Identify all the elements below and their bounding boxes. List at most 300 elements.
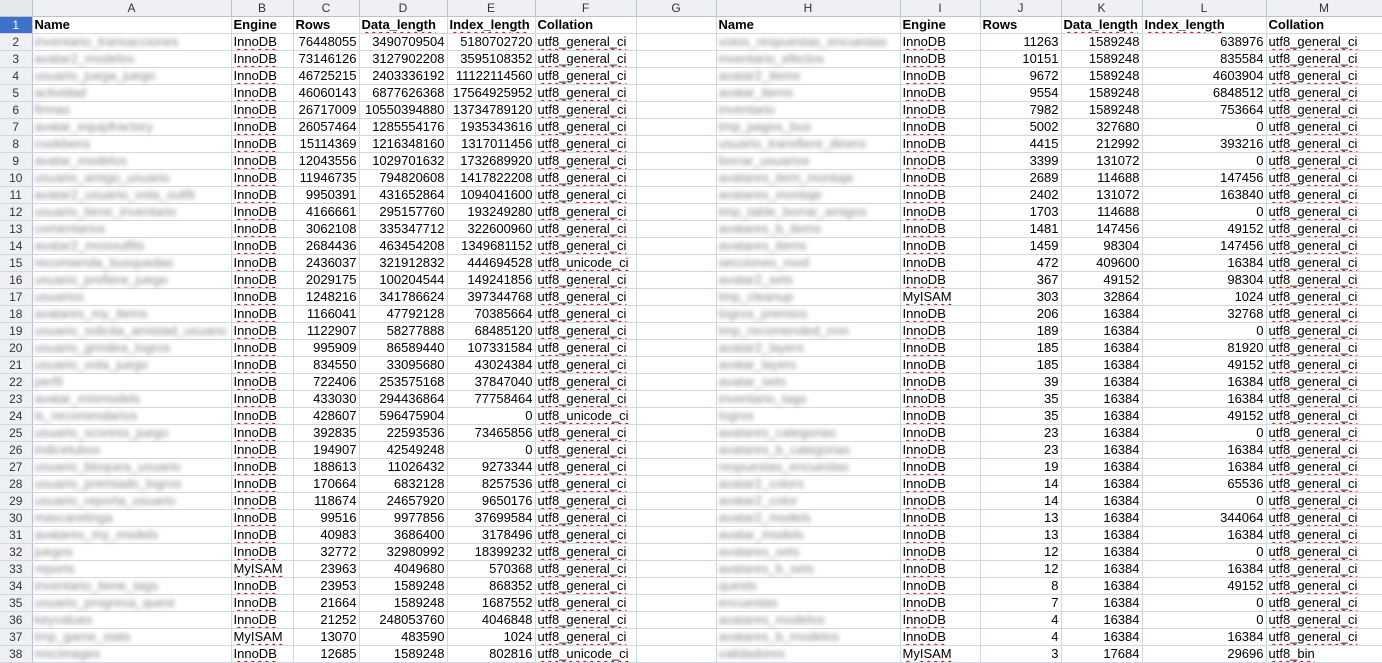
cell[interactable]: tmp_recomended_nnn <box>716 323 900 340</box>
cell[interactable]: 638976 <box>1142 34 1266 51</box>
cell[interactable]: utf8_general_ci <box>535 442 636 459</box>
cell[interactable]: usuario_amigo_usuario <box>32 170 231 187</box>
cell[interactable]: 367 <box>980 272 1061 289</box>
column-header-c[interactable]: C <box>293 0 359 17</box>
header-cell[interactable]: Collation <box>535 17 636 34</box>
cell[interactable]: 23963 <box>293 561 359 578</box>
cell[interactable]: 295157760 <box>359 204 447 221</box>
cell[interactable]: 6848512 <box>1142 85 1266 102</box>
empty-cell[interactable] <box>636 255 716 272</box>
cell[interactable]: utf8_general_ci <box>535 170 636 187</box>
row-header[interactable]: 14 <box>0 238 32 255</box>
cell[interactable]: 12 <box>980 544 1061 561</box>
cell[interactable]: 16384 <box>1142 629 1266 646</box>
cell[interactable]: 16384 <box>1061 629 1142 646</box>
empty-cell[interactable] <box>636 204 716 221</box>
cell[interactable]: 46060143 <box>293 85 359 102</box>
cell[interactable]: InnoDB <box>231 204 293 221</box>
cell[interactable]: InnoDB <box>231 612 293 629</box>
cell[interactable]: 722406 <box>293 374 359 391</box>
cell[interactable]: 3 <box>980 646 1061 663</box>
cell[interactable]: 344064 <box>1142 510 1266 527</box>
cell[interactable]: utf8_general_ci <box>1266 51 1382 68</box>
cell[interactable]: 206 <box>980 306 1061 323</box>
column-header-i[interactable]: I <box>900 0 980 17</box>
cell[interactable]: 11026432 <box>359 459 447 476</box>
cell[interactable]: 49152 <box>1142 221 1266 238</box>
cell[interactable]: utf8_general_ci <box>1266 119 1382 136</box>
cell[interactable]: avatares_item_montaje <box>716 170 900 187</box>
cell[interactable]: 335347712 <box>359 221 447 238</box>
cell[interactable]: 185 <box>980 357 1061 374</box>
row-header[interactable]: 3 <box>0 51 32 68</box>
cell[interactable]: 393216 <box>1142 136 1266 153</box>
cell[interactable]: 2029175 <box>293 272 359 289</box>
cell[interactable]: InnoDB <box>900 102 980 119</box>
header-cell[interactable]: Data_length <box>359 17 447 34</box>
cell[interactable]: avatares_my_models <box>32 527 231 544</box>
header-cell[interactable]: Name <box>716 17 900 34</box>
cell[interactable]: InnoDB <box>900 204 980 221</box>
cell[interactable]: InnoDB <box>900 85 980 102</box>
cell[interactable]: InnoDB <box>231 408 293 425</box>
cell[interactable]: InnoDB <box>231 170 293 187</box>
cell[interactable]: 114688 <box>1061 204 1142 221</box>
row-header[interactable]: 21 <box>0 357 32 374</box>
cell[interactable]: 0 <box>1142 323 1266 340</box>
row-header[interactable]: 7 <box>0 119 32 136</box>
cell[interactable]: 9977856 <box>359 510 447 527</box>
cell[interactable]: 11263 <box>980 34 1061 51</box>
empty-cell[interactable] <box>636 612 716 629</box>
cell[interactable]: 4 <box>980 612 1061 629</box>
cell[interactable]: comentarios <box>32 221 231 238</box>
cell[interactable]: utf8_unicode_ci <box>535 408 636 425</box>
cell[interactable]: 49152 <box>1061 272 1142 289</box>
empty-cell[interactable] <box>636 374 716 391</box>
cell[interactable]: avatar_modelos <box>32 153 231 170</box>
cell[interactable]: 4166661 <box>293 204 359 221</box>
cell[interactable]: InnoDB <box>900 595 980 612</box>
row-header[interactable]: 26 <box>0 442 32 459</box>
empty-cell[interactable] <box>636 153 716 170</box>
cell[interactable]: InnoDB <box>900 255 980 272</box>
empty-cell[interactable] <box>636 85 716 102</box>
cell[interactable]: utf8_general_ci <box>535 238 636 255</box>
cell[interactable]: avatar_models <box>716 527 900 544</box>
cell[interactable]: utf8_general_ci <box>535 204 636 221</box>
cell[interactable]: inventario_tiene_tags <box>32 578 231 595</box>
cell[interactable]: 16384 <box>1142 459 1266 476</box>
cell[interactable]: 13 <box>980 527 1061 544</box>
cell[interactable]: 32980992 <box>359 544 447 561</box>
empty-cell[interactable] <box>636 561 716 578</box>
empty-cell[interactable] <box>636 119 716 136</box>
cell[interactable]: utf8_general_ci <box>1266 102 1382 119</box>
cell[interactable]: 1589248 <box>1061 102 1142 119</box>
cell[interactable]: 14 <box>980 493 1061 510</box>
column-header-l[interactable]: L <box>1142 0 1266 17</box>
cell[interactable]: avatar_layers <box>716 357 900 374</box>
cell[interactable]: InnoDB <box>900 340 980 357</box>
cell[interactable]: 26057464 <box>293 119 359 136</box>
cell[interactable]: InnoDB <box>231 442 293 459</box>
cell[interactable]: 107331584 <box>447 340 535 357</box>
cell[interactable]: 17684 <box>1061 646 1142 663</box>
cell[interactable]: 149241856 <box>447 272 535 289</box>
cell[interactable]: utf8_general_ci <box>1266 391 1382 408</box>
cell[interactable]: 16384 <box>1061 578 1142 595</box>
cell[interactable]: utf8_general_ci <box>1266 578 1382 595</box>
cell[interactable]: utf8_general_ci <box>535 629 636 646</box>
cell[interactable]: InnoDB <box>231 34 293 51</box>
cell[interactable]: 24657920 <box>359 493 447 510</box>
cell[interactable]: InnoDB <box>900 68 980 85</box>
cell[interactable]: 802816 <box>447 646 535 663</box>
row-header[interactable]: 1 <box>0 17 32 34</box>
cell[interactable]: avatar2_usuario_vota_outfit <box>32 187 231 204</box>
cell[interactable]: 1417822208 <box>447 170 535 187</box>
row-header[interactable]: 13 <box>0 221 32 238</box>
row-header[interactable]: 4 <box>0 68 32 85</box>
cell[interactable]: usuario_tiene_inventario <box>32 204 231 221</box>
cell[interactable]: 58277888 <box>359 323 447 340</box>
cell[interactable]: 16384 <box>1061 476 1142 493</box>
row-header[interactable]: 25 <box>0 425 32 442</box>
cell[interactable]: 409600 <box>1061 255 1142 272</box>
cell[interactable]: 47792128 <box>359 306 447 323</box>
cell[interactable]: 29696 <box>1142 646 1266 663</box>
cell[interactable]: 0 <box>1142 204 1266 221</box>
empty-cell[interactable] <box>636 391 716 408</box>
cell[interactable]: InnoDB <box>231 153 293 170</box>
cell[interactable]: 3399 <box>980 153 1061 170</box>
cell[interactable]: 18399232 <box>447 544 535 561</box>
cell[interactable]: 0 <box>1142 425 1266 442</box>
cell[interactable]: 868352 <box>447 578 535 595</box>
cell[interactable]: 21664 <box>293 595 359 612</box>
column-header-k[interactable]: K <box>1061 0 1142 17</box>
cell[interactable]: usuario_reporta_usuario <box>32 493 231 510</box>
cell[interactable]: utf8_general_ci <box>1266 238 1382 255</box>
cell[interactable]: avatar2_models <box>716 510 900 527</box>
cell[interactable]: InnoDB <box>900 476 980 493</box>
cell[interactable]: avatar_items <box>716 85 900 102</box>
row-header[interactable]: 5 <box>0 85 32 102</box>
empty-cell[interactable] <box>636 340 716 357</box>
cell[interactable]: 428607 <box>293 408 359 425</box>
cell[interactable]: utf8_general_ci <box>1266 459 1382 476</box>
cell[interactable]: InnoDB <box>900 221 980 238</box>
select-all-corner[interactable] <box>0 0 32 17</box>
cell[interactable]: InnoDB <box>231 136 293 153</box>
cell[interactable]: utf8_general_ci <box>535 85 636 102</box>
cell[interactable]: InnoDB <box>900 51 980 68</box>
cell[interactable]: utf8_general_ci <box>535 561 636 578</box>
cell[interactable]: 19 <box>980 459 1061 476</box>
cell[interactable]: 1589248 <box>359 646 447 663</box>
row-header[interactable]: 2 <box>0 34 32 51</box>
cell[interactable]: InnoDB <box>900 306 980 323</box>
empty-cell[interactable] <box>636 306 716 323</box>
cell[interactable]: InnoDB <box>231 68 293 85</box>
cell[interactable]: reports <box>32 561 231 578</box>
cell[interactable]: 1589248 <box>359 578 447 595</box>
cell[interactable]: InnoDB <box>231 221 293 238</box>
cell[interactable]: 189 <box>980 323 1061 340</box>
cell[interactable]: InnoDB <box>231 238 293 255</box>
empty-cell[interactable] <box>636 272 716 289</box>
cell[interactable]: 392835 <box>293 425 359 442</box>
cell[interactable]: 4049680 <box>359 561 447 578</box>
cell[interactable]: avatares_sets <box>716 544 900 561</box>
cell[interactable]: usuario_vota_juego <box>32 357 231 374</box>
cell[interactable]: 16384 <box>1061 357 1142 374</box>
cell[interactable]: InnoDB <box>231 646 293 663</box>
cell[interactable]: 10550394880 <box>359 102 447 119</box>
cell[interactable]: utf8_general_ci <box>1266 527 1382 544</box>
cell[interactable]: utf8_unicode_ci <box>535 646 636 663</box>
cell[interactable]: 23 <box>980 442 1061 459</box>
cell[interactable]: avatar2_color <box>716 493 900 510</box>
cell[interactable]: 2436037 <box>293 255 359 272</box>
cell[interactable]: utf8_general_ci <box>1266 561 1382 578</box>
cell[interactable]: utf8_general_ci <box>1266 289 1382 306</box>
cell[interactable]: InnoDB <box>231 187 293 204</box>
cell[interactable]: 1459 <box>980 238 1061 255</box>
cell[interactable]: utf8_general_ci <box>535 357 636 374</box>
cell[interactable]: 35 <box>980 391 1061 408</box>
empty-cell[interactable] <box>636 68 716 85</box>
cell[interactable]: 835584 <box>1142 51 1266 68</box>
header-cell[interactable]: Index_length <box>1142 17 1266 34</box>
cell[interactable]: avatares_b_sets <box>716 561 900 578</box>
cell[interactable]: 303 <box>980 289 1061 306</box>
cell[interactable]: 11946735 <box>293 170 359 187</box>
cell[interactable]: avatar2_modelos <box>32 51 231 68</box>
cell[interactable]: InnoDB <box>231 578 293 595</box>
cell[interactable]: logros <box>716 408 900 425</box>
cell[interactable]: 16384 <box>1061 595 1142 612</box>
cell[interactable]: secciones_mod <box>716 255 900 272</box>
cell[interactable]: utf8_general_ci <box>1266 595 1382 612</box>
empty-cell[interactable] <box>636 102 716 119</box>
cell[interactable]: 147456 <box>1061 221 1142 238</box>
cell[interactable]: avatar_equipfractory <box>32 119 231 136</box>
cell[interactable]: MyISAM <box>231 561 293 578</box>
cell[interactable]: InnoDB <box>231 51 293 68</box>
cell[interactable]: InnoDB <box>900 493 980 510</box>
cell[interactable]: 188613 <box>293 459 359 476</box>
cell[interactable]: InnoDB <box>231 544 293 561</box>
column-header-e[interactable]: E <box>447 0 535 17</box>
cell[interactable]: encuestas <box>716 595 900 612</box>
cell[interactable]: utf8_general_ci <box>535 34 636 51</box>
empty-cell[interactable] <box>636 289 716 306</box>
cell[interactable]: InnoDB <box>900 34 980 51</box>
cell[interactable]: 483590 <box>359 629 447 646</box>
row-header[interactable]: 8 <box>0 136 32 153</box>
cell[interactable]: InnoDB <box>900 459 980 476</box>
column-header-b[interactable]: B <box>231 0 293 17</box>
cell[interactable]: 100204544 <box>359 272 447 289</box>
cell[interactable]: logros_premios <box>716 306 900 323</box>
cell[interactable]: 12685 <box>293 646 359 663</box>
column-header-g[interactable]: G <box>636 0 716 17</box>
cell[interactable]: InnoDB <box>231 85 293 102</box>
empty-cell[interactable] <box>636 595 716 612</box>
column-header-a[interactable]: A <box>32 0 231 17</box>
cell[interactable]: 16384 <box>1061 408 1142 425</box>
cell[interactable]: 0 <box>447 442 535 459</box>
empty-cell[interactable] <box>636 17 716 34</box>
cell[interactable]: 0 <box>1142 544 1266 561</box>
cell[interactable]: 16384 <box>1142 442 1266 459</box>
cell[interactable]: InnoDB <box>900 187 980 204</box>
cell[interactable]: 16384 <box>1061 323 1142 340</box>
cell[interactable]: 9672 <box>980 68 1061 85</box>
cell[interactable]: InnoDB <box>231 119 293 136</box>
row-header[interactable]: 24 <box>0 408 32 425</box>
cell[interactable]: InnoDB <box>231 340 293 357</box>
cell[interactable]: InnoDB <box>231 459 293 476</box>
cell[interactable]: inventario_efectos <box>716 51 900 68</box>
header-cell[interactable]: Rows <box>293 17 359 34</box>
cell[interactable]: 16384 <box>1142 374 1266 391</box>
cell[interactable]: utf8_general_ci <box>535 544 636 561</box>
cell[interactable]: 16384 <box>1061 510 1142 527</box>
row-header[interactable]: 17 <box>0 289 32 306</box>
header-cell[interactable]: Index_length <box>447 17 535 34</box>
cell[interactable]: 1317011456 <box>447 136 535 153</box>
cell[interactable]: 16384 <box>1061 306 1142 323</box>
row-header[interactable]: 16 <box>0 272 32 289</box>
cell[interactable]: usuario_prefiere_juego <box>32 272 231 289</box>
cell[interactable]: utf8_general_ci <box>535 221 636 238</box>
empty-cell[interactable] <box>636 459 716 476</box>
empty-cell[interactable] <box>636 493 716 510</box>
cell[interactable]: utf8_general_ci <box>535 136 636 153</box>
cell[interactable]: 73146126 <box>293 51 359 68</box>
cell[interactable]: 321912832 <box>359 255 447 272</box>
cell[interactable]: 13 <box>980 510 1061 527</box>
cell[interactable]: 16384 <box>1061 561 1142 578</box>
cell[interactable]: 4603904 <box>1142 68 1266 85</box>
cell[interactable]: tmp_cleanup <box>716 289 900 306</box>
cell[interactable]: 16384 <box>1061 544 1142 561</box>
cell[interactable]: 16384 <box>1142 255 1266 272</box>
empty-cell[interactable] <box>636 221 716 238</box>
cell[interactable]: 1248216 <box>293 289 359 306</box>
cell[interactable]: inventario_tags <box>716 391 900 408</box>
cell[interactable]: InnoDB <box>231 510 293 527</box>
cell[interactable]: InnoDB <box>231 289 293 306</box>
cell[interactable]: 1349681152 <box>447 238 535 255</box>
cell[interactable]: 596475904 <box>359 408 447 425</box>
cell[interactable]: perfil <box>32 374 231 391</box>
cell[interactable]: avatar2_layers <box>716 340 900 357</box>
cell[interactable]: utf8_general_ci <box>1266 357 1382 374</box>
cell[interactable]: InnoDB <box>900 272 980 289</box>
cell[interactable]: 77758464 <box>447 391 535 408</box>
cell[interactable]: 23953 <box>293 578 359 595</box>
cell[interactable]: 6832128 <box>359 476 447 493</box>
cell[interactable]: avatares_b_categorias <box>716 442 900 459</box>
cell[interactable]: InnoDB <box>231 255 293 272</box>
cell[interactable]: avatar_sets <box>716 374 900 391</box>
cell[interactable]: 131072 <box>1061 153 1142 170</box>
empty-cell[interactable] <box>636 425 716 442</box>
cell[interactable]: 1589248 <box>1061 51 1142 68</box>
cell[interactable]: 147456 <box>1142 238 1266 255</box>
cell[interactable]: usuario_premiado_logros <box>32 476 231 493</box>
cell[interactable]: inventario <box>716 102 900 119</box>
row-header[interactable]: 37 <box>0 629 32 646</box>
cell[interactable]: 43024384 <box>447 357 535 374</box>
column-header-f[interactable]: F <box>535 0 636 17</box>
cell[interactable]: InnoDB <box>900 374 980 391</box>
cell[interactable]: avatares_montaje <box>716 187 900 204</box>
cell[interactable]: 49152 <box>1142 578 1266 595</box>
cell[interactable]: utf8_general_ci <box>535 578 636 595</box>
cell[interactable]: 0 <box>1142 493 1266 510</box>
cell[interactable]: InnoDB <box>900 391 980 408</box>
row-header[interactable]: 20 <box>0 340 32 357</box>
cell[interactable]: 11122114560 <box>447 68 535 85</box>
cell[interactable]: 341786624 <box>359 289 447 306</box>
header-cell[interactable]: Engine <box>231 17 293 34</box>
cell[interactable]: 4415 <box>980 136 1061 153</box>
cell[interactable]: 46725215 <box>293 68 359 85</box>
cell[interactable]: 9554 <box>980 85 1061 102</box>
cell[interactable]: InnoDB <box>231 425 293 442</box>
cell[interactable]: 3062108 <box>293 221 359 238</box>
header-cell[interactable]: Collation <box>1266 17 1382 34</box>
cell[interactable]: utf8_general_ci <box>535 68 636 85</box>
cell[interactable]: utf8_general_ci <box>1266 272 1382 289</box>
row-header[interactable]: 34 <box>0 578 32 595</box>
cell[interactable]: 1481 <box>980 221 1061 238</box>
cell[interactable]: 17564925952 <box>447 85 535 102</box>
cell[interactable]: utf8_general_ci <box>1266 255 1382 272</box>
cell[interactable]: actividad <box>32 85 231 102</box>
cell[interactable]: utf8_general_ci <box>535 595 636 612</box>
cell[interactable]: InnoDB <box>231 493 293 510</box>
cell[interactable]: utf8_general_ci <box>1266 510 1382 527</box>
cell[interactable]: 32768 <box>1142 306 1266 323</box>
cell[interactable]: 3127902208 <box>359 51 447 68</box>
row-header[interactable]: 33 <box>0 561 32 578</box>
cell[interactable]: InnoDB <box>231 272 293 289</box>
cell[interactable]: 2684436 <box>293 238 359 255</box>
cell[interactable]: 472 <box>980 255 1061 272</box>
row-header[interactable]: 27 <box>0 459 32 476</box>
column-header-m[interactable]: M <box>1266 0 1382 17</box>
cell[interactable]: respuestas_encuestas <box>716 459 900 476</box>
empty-cell[interactable] <box>636 527 716 544</box>
empty-cell[interactable] <box>636 578 716 595</box>
cell[interactable]: 163840 <box>1142 187 1266 204</box>
cell[interactable]: 212992 <box>1061 136 1142 153</box>
cell[interactable]: 76448055 <box>293 34 359 51</box>
cell[interactable]: 40983 <box>293 527 359 544</box>
cell[interactable]: 16384 <box>1061 425 1142 442</box>
cell[interactable]: utf8_general_ci <box>1266 306 1382 323</box>
cell[interactable]: 49152 <box>1142 408 1266 425</box>
column-header-j[interactable]: J <box>980 0 1061 17</box>
cell[interactable]: 2402 <box>980 187 1061 204</box>
cell[interactable]: 1216348160 <box>359 136 447 153</box>
